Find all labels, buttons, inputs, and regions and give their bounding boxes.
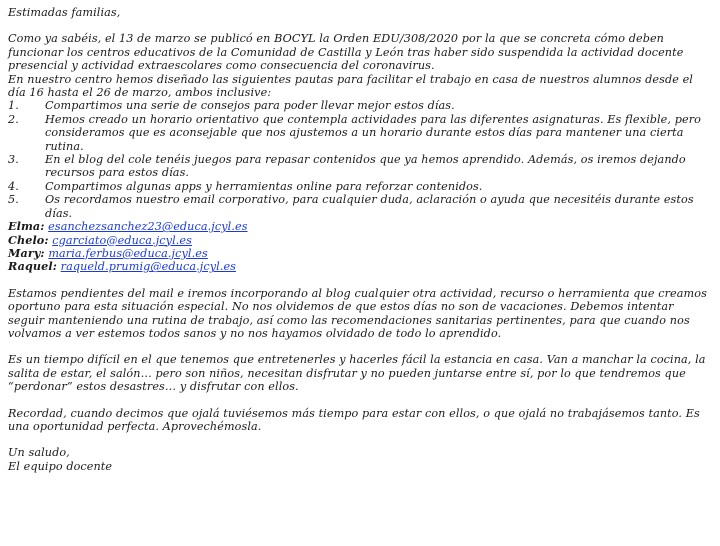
closing-greeting: Un saludo, — [8, 446, 70, 460]
list-item — [8, 193, 712, 220]
contact-chelo — [8, 234, 712, 247]
guidelines-list — [8, 99, 712, 220]
contact-raquel — [8, 260, 712, 273]
body-paragraph-2: Es un tiempo difícil en el que tenemos que entretenerles y hacerles fácil la estancia en casa. Van a manchar la cocina, la salita de estar, el salón… pero son niños, necesitan disfrutar y no pueden juntarse entre sí, por lo que tendremos que “perdonar” estos desastres… y disfrutar con ellos. — [8, 353, 706, 394]
email-link[interactable]: cgarciato@educa.jcyl.es — [52, 233, 192, 247]
contact-name: Elma: — [8, 219, 45, 234]
contact-name: Chelo: — [8, 232, 49, 247]
list-item — [8, 180, 712, 193]
list-item — [8, 113, 712, 153]
list-text: Hemos creado un horario orientativo que contempla actividades para las diferentes asignaturas. Es flexible, pero consideramos que es aconsejable que nos ajustemos a un horario durante estos días para mantener una cierta rutina. — [45, 112, 701, 153]
list-number: 5. — [8, 193, 19, 207]
list-text: Compartimos una serie de consejos para poder llevar mejor estos días. — [45, 99, 455, 113]
list-item — [8, 99, 712, 112]
list-number: 1. — [8, 99, 19, 113]
intro-paragraph: Como ya sabéis, el 13 de marzo se publicó en BOCYL la Orden EDU/308/2020 por la que se concreta cómo deben funcionar los centros educativos de la Comunidad de Castilla y León tras haber sido suspendida la actividad docente presencial y actividad extraescolares como consecuencia del coronavirus. — [8, 32, 684, 73]
intro-paragraph-2: En nuestro centro hemos diseñado las siguientes pautas para facilitar el trabajo en casa de nuestros alumnos desde el día 16 hasta el 26 de marzo, ambos inclusive: — [8, 72, 693, 100]
email-link[interactable]: maria.ferbus@educa.jcyl.es — [48, 246, 208, 260]
body-paragraph-1: Estamos pendientes del mail e iremos incorporando al blog cualquier otra actividad, recurso o herramienta que creamos oportuno para esta situación especial. No nos olvidemos de que estos días no son de vacaciones. Debemos intentar seguir manteniendo una rutina de trabajo, así como las recomendaciones sanitarias pertinentes, para que cuando nos volvamos a ver estemos todos sanos y no nos hayamos olvidado de todo lo aprendido. — [8, 286, 707, 340]
contact-mary — [8, 247, 712, 260]
email-link[interactable]: raqueld.prumig@educa.jcyl.es — [60, 260, 237, 274]
contact-elma — [8, 220, 712, 233]
email-link[interactable]: esanchezsanchez23@educa.jcyl.es — [48, 220, 248, 234]
list-text: Compartimos algunas apps y herramientas online para reforzar contenidos. — [45, 179, 483, 193]
list-text: En el blog del cole tenéis juegos para repasar contenidos que ya hemos aprendido. Además, os iremos dejando recursos para estos días. — [45, 153, 686, 180]
greeting: Estimadas familias, — [8, 6, 121, 19]
list-number: 4. — [8, 179, 19, 193]
body-paragraph-3: Recordad, cuando decimos que ojalá tuviésemos más tiempo para estar con ellos, o que ojalá no trabajásemos tanto. Es una oportunidad perfecta. Aprovechémosla. — [8, 406, 700, 433]
list-item — [8, 153, 712, 180]
list-text: Os recordamos nuestro email corporativo, para cualquier duda, aclaración o ayuda que necesitéis durante estos días. — [45, 193, 694, 220]
contact-name: Raquel: — [8, 259, 57, 274]
list-number: 3. — [8, 153, 19, 167]
list-number: 2. — [8, 112, 19, 126]
contact-name: Mary: — [8, 245, 45, 260]
closing-signature: El equipo docente — [8, 459, 113, 473]
